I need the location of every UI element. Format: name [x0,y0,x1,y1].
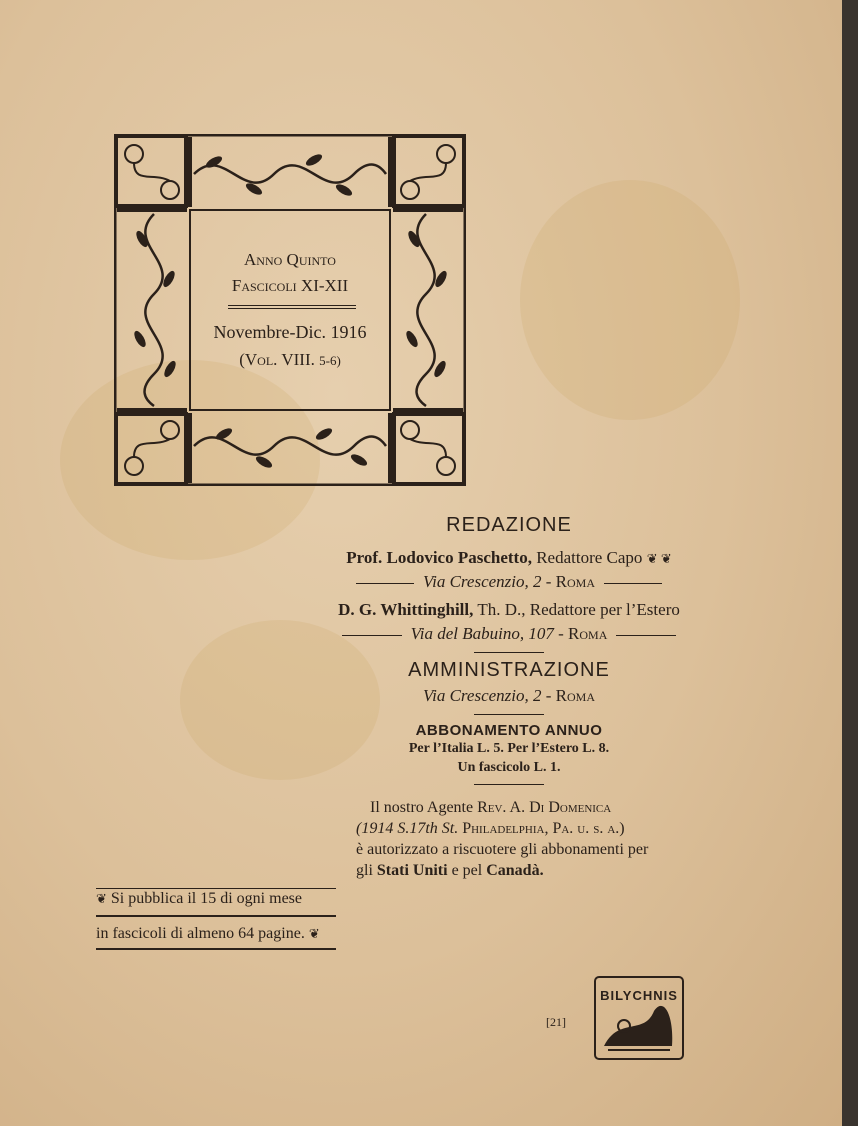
issue-date: Novembre-Dic. 1916 [213,322,367,342]
agent-address: (1914 S.17th St. [356,820,459,837]
separator [474,784,544,785]
agent-intro: Il nostro Agente [370,799,474,816]
agent-line-1 [356,797,666,818]
agent-line-4 [356,860,666,881]
publication-bottom-rule [96,948,336,950]
mark-text: BILYCHNIS [600,988,678,1003]
publication-text-1: Si pubblica il 15 di ogni mese [110,890,302,907]
foreign-city: Roma [568,624,608,643]
separator [474,652,544,653]
amministrazione-heading: AMMINISTRAZIONE [408,659,610,681]
leaf-icon: ❦ [96,891,107,906]
publication-mid-rule [96,915,336,917]
amministrazione-address: Via Crescenzio, 2 [422,686,542,705]
anno-label: Anno Quinto [244,250,336,269]
editor-address-line: Via Crescenzio, 2 - Roma [338,572,680,592]
editor-name: Prof. Lodovico Paschetto, [346,548,532,567]
abbonamento-single-line [338,760,680,776]
publication-top-rule [96,888,336,889]
agent-epel: e pel [451,862,483,879]
volume-label [190,350,390,370]
rule-right [604,583,662,584]
foreign-role: Redattore per l’Estero [529,600,680,619]
foreign-address-line: Via del Babuino, 107 - Roma [338,624,680,644]
rule-right [616,635,676,636]
foreign-address: Via del Babuino, 107 [410,624,554,643]
leaf-icon: ❦ ❦ [646,551,672,566]
editor-city: Roma [555,572,596,591]
page-edge [842,0,858,1126]
publication-line-2 [96,925,336,943]
volume-numbers: 5-6) [319,353,341,368]
agent-city: Philadelphia, Pa. u. s. a.) [462,820,625,837]
editor-line [338,548,680,568]
abbonamento-heading: ABBONAMENTO ANNUO [415,722,603,739]
leaf-icon: ❦ [308,926,320,941]
foreign-title: Th. D., [477,600,526,619]
agent-name: Rev. A. Di Domenica [477,799,612,816]
agent-paragraph [356,797,666,881]
agent-canada: Canadà. [486,862,544,879]
double-rule [228,305,356,309]
rule-left [342,635,402,636]
bilychnis-mark [594,976,684,1060]
redazione-heading: REDAZIONE [446,514,572,536]
foreign-name: D. G. Whittinghill, [338,600,474,619]
redazione-heading-block [338,514,680,537]
editor-address: Via Crescenzio, 2 [422,572,542,591]
agent-gli: gli [356,862,373,879]
abbonamento-prices: Per l’Italia L. 5. Per l’Estero L. 8. [408,741,610,756]
page-number: [21] [546,1015,566,1029]
separator [474,714,544,715]
paper-stain [520,180,740,420]
frame-title-block [190,210,390,408]
amministrazione-city: Roma [555,686,596,705]
editor-role: Redattore Capo [536,548,643,567]
abbonamento-block [338,722,680,739]
agent-line-3: è autorizzato a riscuotere gli abbonamenti per [356,841,649,858]
agent-usa: Stati Uniti [376,862,448,879]
fascicoli-label: Fascicoli XI-XII [231,276,349,295]
amministrazione-block [338,659,680,682]
rule-left [356,583,414,584]
publication-line-1 [96,890,336,908]
volume-main: (Vol. VIII. [239,350,315,369]
abbonamento-prices-line [338,741,680,757]
foreign-editor-line [338,600,680,620]
agent-line-2 [356,818,666,839]
abbonamento-single: Un fascicolo L. 1. [457,760,561,775]
amministrazione-address-line: Via Crescenzio, 2 - Roma [422,686,596,705]
publication-text-2: in fascicoli di almeno 64 pagine. [96,925,305,942]
